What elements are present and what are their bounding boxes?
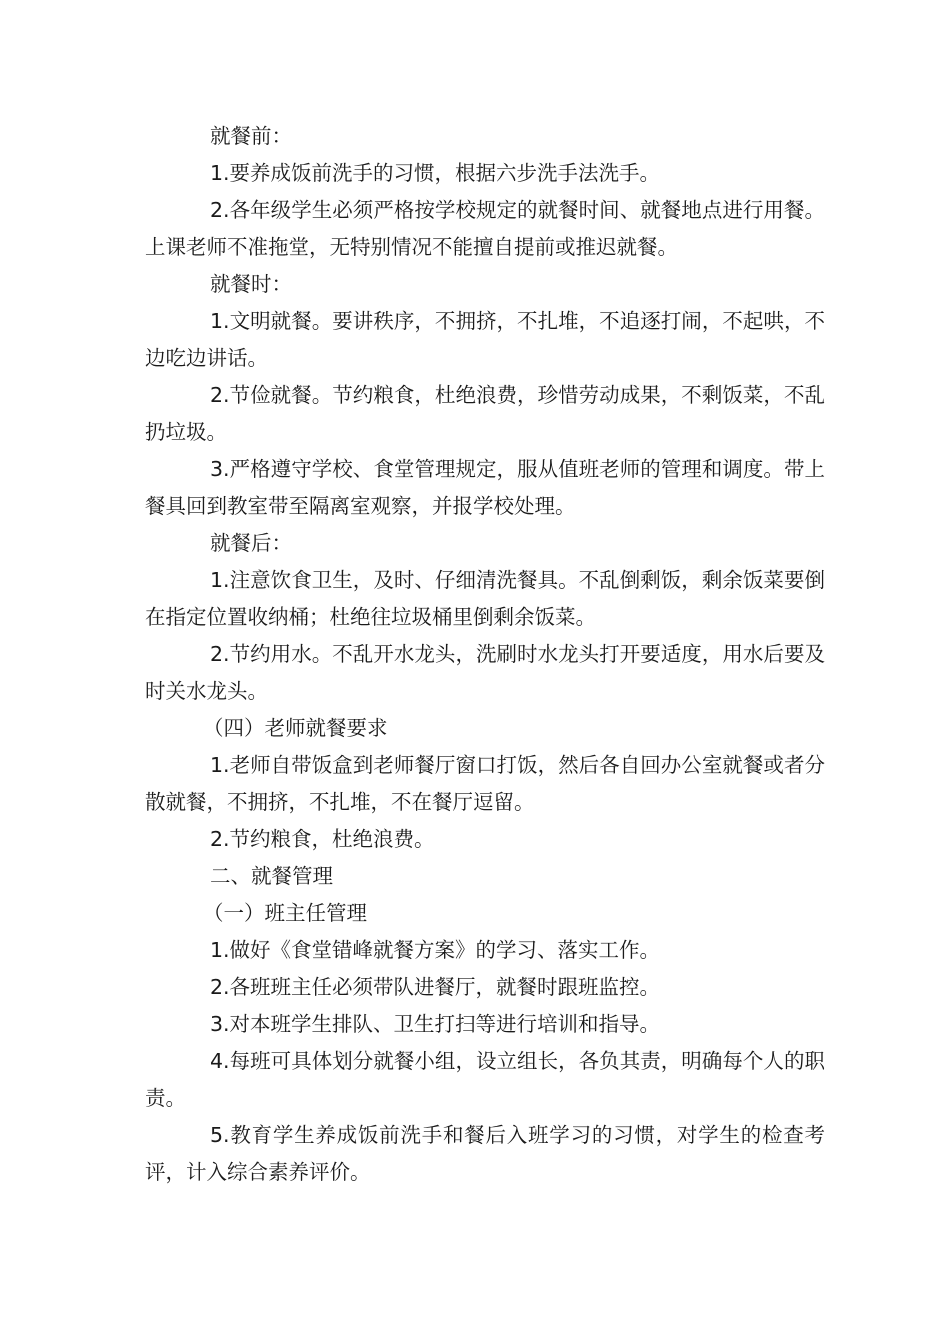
section-heading-meal-management: 二、就餐管理	[210, 864, 333, 888]
paragraph: 3.对本班学生排队、卫生打扫等进行培训和指导。	[210, 1012, 661, 1036]
section-heading-before-meal: 就餐前：	[210, 124, 292, 148]
paragraph: 1.要养成饭前洗手的习惯，根据六步洗手法洗手。	[210, 161, 661, 185]
paragraph: 2.节约粮食，杜绝浪费。	[210, 827, 435, 851]
paragraph: 5.教育学生养成饭前洗手和餐后入班学习的习惯，对学生的检查考评，计入综合素养评价。	[145, 1123, 825, 1184]
paragraph: 2.节约用水。不乱开水龙头，洗刷时水龙头打开要适度，用水后要及时关水龙头。	[145, 642, 825, 703]
paragraph: 2.各班班主任必须带队进餐厅，就餐时跟班监控。	[210, 975, 661, 999]
paragraph: 3.严格遵守学校、食堂管理规定，服从值班老师的管理和调度。带上餐具回到教室带至隔离室观察，并报学校处理。	[145, 457, 825, 518]
section-heading-during-meal: 就餐时：	[210, 272, 292, 296]
section-heading-class-teacher-management: （一）班主任管理	[203, 901, 367, 925]
paragraph: 1.注意饮食卫生，及时、仔细清洗餐具。不乱倒剩饭，剩余饭菜要倒在指定位置收纳桶；杜绝往垃圾桶里倒剩余饭菜。	[145, 568, 825, 629]
paragraph: 2.各年级学生必须严格按学校规定的就餐时间、就餐地点进行用餐。上课老师不准拖堂，无特别情况不能擅自提前或推迟就餐。	[145, 198, 825, 259]
paragraph: 2.节俭就餐。节约粮食，杜绝浪费，珍惜劳动成果，不剩饭菜，不乱扔垃圾。	[145, 383, 825, 444]
section-heading-teacher-requirements: （四）老师就餐要求	[203, 716, 388, 740]
paragraph: 1.老师自带饭盒到老师餐厅窗口打饭，然后各自回办公室就餐或者分散就餐，不拥挤，不扎堆，不在餐厅逗留。	[145, 753, 825, 814]
paragraph: 1.做好《食堂错峰就餐方案》的学习、落实工作。	[210, 938, 661, 962]
document-page	[145, 118, 825, 1191]
paragraph: 1.文明就餐。要讲秩序，不拥挤，不扎堆，不追逐打闹，不起哄，不边吃边讲话。	[145, 309, 825, 370]
section-heading-after-meal: 就餐后：	[210, 531, 292, 555]
paragraph: 4.每班可具体划分就餐小组，设立组长，各负其责，明确每个人的职责。	[145, 1049, 825, 1110]
